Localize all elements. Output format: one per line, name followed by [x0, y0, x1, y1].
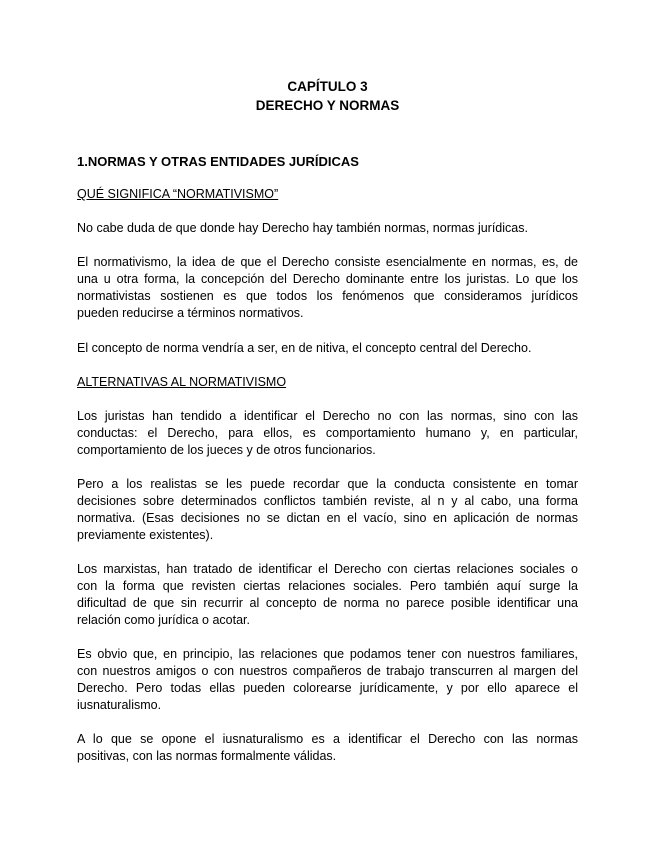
- paragraph-line: Derecho. Pero todas ellas pueden colorearse jurídicamente, y por ello aparece el: [77, 681, 578, 695]
- paragraph: [77, 254, 578, 322]
- chapter-number: CAPÍTULO 3: [287, 79, 368, 94]
- section-heading: 1.NORMAS Y OTRAS ENTIDADES JURÍDICAS: [77, 154, 359, 169]
- paragraph-line: conductas: el Derecho, para ellos, es comportamiento humano y, en particular,: [77, 426, 578, 440]
- paragraph-line: Pero a los realistas se les puede recordar que la conducta consistente en tomar: [77, 477, 578, 491]
- paragraph-line: Es obvio que, en principio, las relaciones que podamos tener con nuestros familiares,: [77, 647, 578, 661]
- paragraph-line: iusnaturalismo.: [77, 698, 162, 712]
- paragraph-line: Los marxistas, han tratado de identificar el Derecho con ciertas relaciones sociales o: [77, 562, 578, 576]
- subheading-what-normativism: QUÉ SIGNIFICA “NORMATIVISMO”: [77, 187, 279, 201]
- paragraph: [77, 731, 578, 765]
- paragraph: [77, 220, 578, 237]
- paragraph-line: Los juristas han tendido a identificar el Derecho no con las normas, sino con las: [77, 409, 578, 423]
- paragraph-line: pueden reducirse a términos normativos.: [77, 306, 304, 320]
- paragraph-line: normativa. (Esas decisiones no se dictan en el vacío, sino en aplicación de normas: [77, 511, 578, 525]
- subheading-alternatives: ALTERNATIVAS AL NORMATIVISMO: [77, 375, 287, 389]
- paragraph-line: A lo que se opone el iusnaturalismo es a identificar el Derecho con las normas: [77, 732, 578, 746]
- paragraph: [77, 340, 578, 357]
- paragraph-line: positivas, con las normas formalmente válidas.: [77, 749, 337, 763]
- paragraph-line: dificultad de que sin recurrir al concepto de norma no parece posible identificar una: [77, 596, 578, 610]
- paragraph: [77, 476, 578, 544]
- paragraph-line: previamente existentes).: [77, 528, 214, 542]
- paragraph-line: El concepto de norma vendría a ser, en de nitiva, el concepto central del Derecho.: [77, 341, 532, 355]
- paragraph-line: con la forma que revisten ciertas relaciones sociales. Pero también aquí surge la: [77, 579, 578, 593]
- paragraph: [77, 646, 578, 714]
- paragraph-line: con nuestros amigos o con nuestros compañeros de trabajo transcurren al margen del: [77, 664, 578, 678]
- paragraph-line: normativistas sostienen es que todos los fenómenos que consideramos jurídicos: [77, 289, 578, 303]
- paragraph: [77, 408, 578, 459]
- chapter-title: DERECHO Y NORMAS: [255, 98, 400, 113]
- paragraph-line: una u otra forma, la concepción del Derecho dominante entre los juristas. Lo que los: [77, 272, 578, 286]
- paragraph-line: relación como jurídica o acotar.: [77, 613, 251, 627]
- paragraph-line: No cabe duda de que donde hay Derecho hay también normas, normas jurídicas.: [77, 221, 528, 235]
- paragraph: [77, 561, 578, 629]
- paragraph-line: comportamiento de los jueces y de otros funcionarios.: [77, 443, 376, 457]
- paragraph-line: decisiones sobre determinados conflictos también reviste, al n y al cabo, una forma: [77, 494, 578, 508]
- paragraph-line: El normativismo, la idea de que el Derecho consiste esencialmente en normas, es, de: [77, 255, 578, 269]
